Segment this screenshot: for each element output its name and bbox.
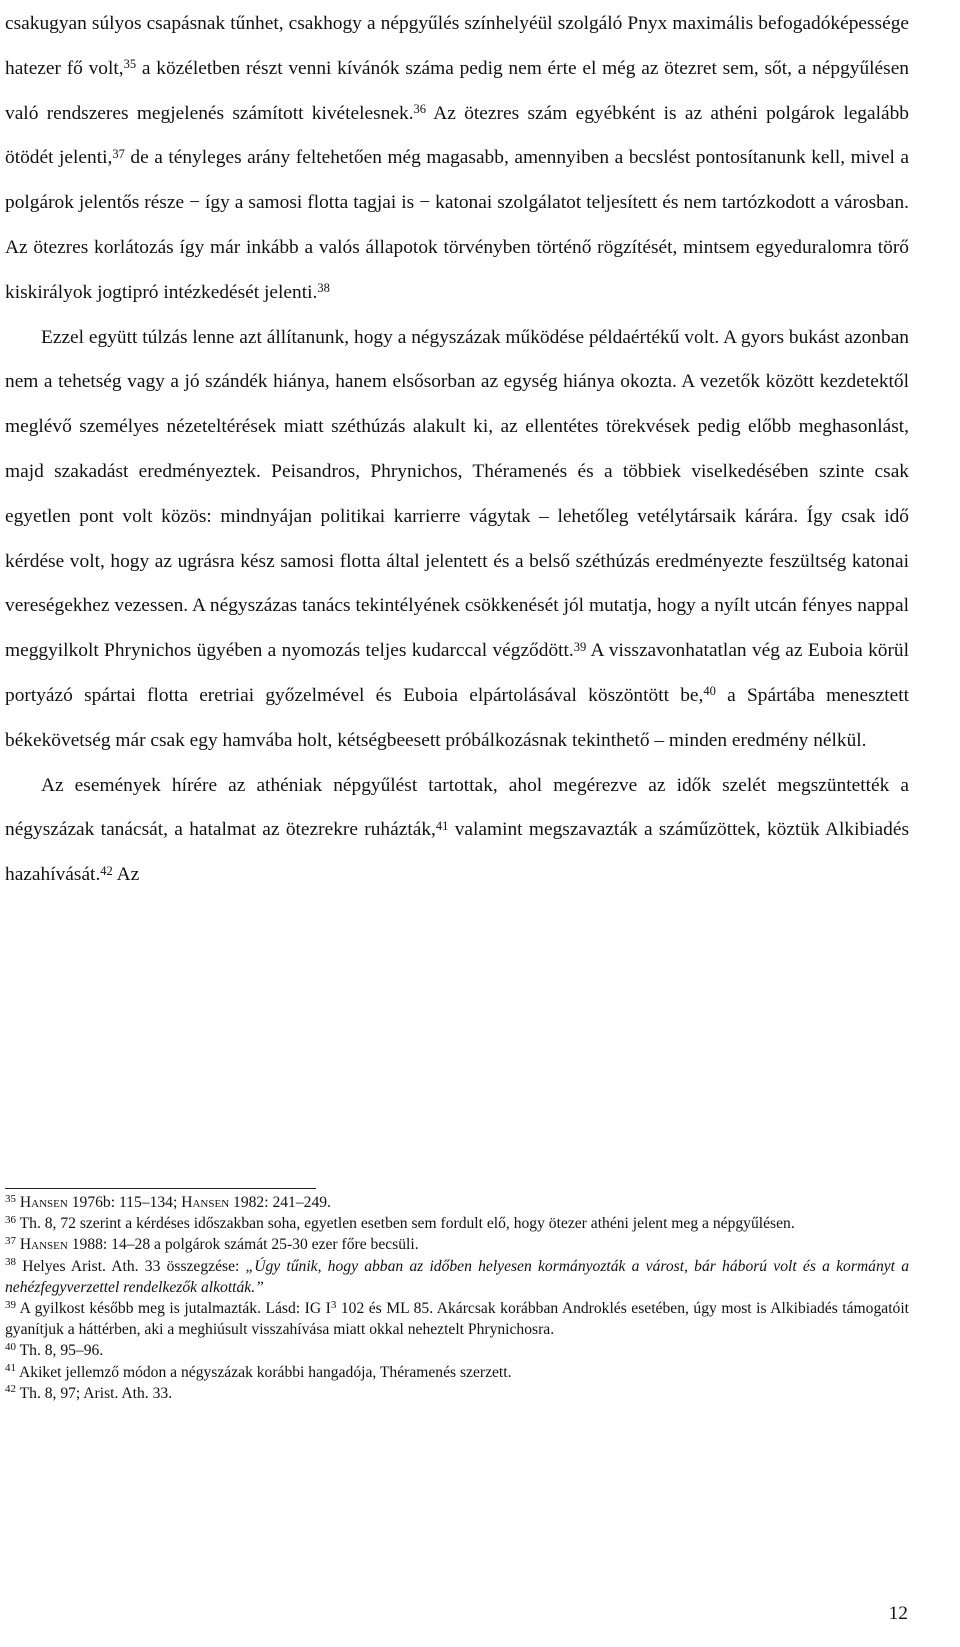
text-span: valamint megszavazták a száműzöttek, köztük Alkibiadés hazahívását. [5, 819, 910, 886]
text-span: A visszavonhatatlan vég az Euboia körül portyázó spártai flotta eretriai győzelmével és Euboia elpártolásával köszöntött be, [5, 640, 909, 706]
footnote-36 [5, 1213, 909, 1234]
text-span: Th. 8, 72 szerint a kérdéses időszakban soha, egyetlen esetben sem fordult elő, hogy ötezer athéni jelent meg a népgyűlésen. [16, 1215, 795, 1233]
footnote-ref-40[interactable]: 40 [703, 684, 716, 699]
footnote-40 [5, 1340, 909, 1361]
footnote-38 [5, 1256, 909, 1298]
paragraph-1 [5, 2, 909, 316]
footnote-number: 40 [5, 1340, 16, 1353]
text-span: Th. 8, 95–96. [16, 1342, 104, 1360]
text-span: Akiket jellemző módon a négyszázak korábbi hangadója, Théramenés szerzett. [16, 1363, 512, 1381]
footnote-ref-37[interactable]: 37 [112, 146, 125, 161]
text-span: Ezzel együtt túlzás lenne azt állítanunk, hogy a négyszázak működése példaértékű volt. A gyors bukást azonban nem a tehetség vagy a jó szándék hiánya, hanem elsősorban az egység hiánya okozta. A vezetők között kezdetektől meglévő személyes nézeteltérések miatt széthúzás alakult ki, az ellentétes törekvések pedig előbb meghasonlást, majd szakadást eredményeztek. Peisandros, Phrynichos, Théramenés és a többiek viselkedésében szinte csak egyetlen pont volt közös: mindnyájan politikai karrierre vágytak – lehetőleg vetélytársaik kárára. Így csak idő kérdése volt, hogy az ugrásra kész samosi flotta által jelentett és a belső széthúzás eredményezte feszültség katonai vereségekhez vezessen. A négyszázas tanács tekintélyének csökkenését jól mutatja, hogy a nyílt utcán fényes nappal meggyilkolt Phrynichos ügyében a nyomozás teljes kudarccal végződött. [5, 326, 909, 662]
main-text [5, 2, 909, 898]
footnote-ref-41[interactable]: 41 [435, 818, 449, 833]
footnote-42 [5, 1383, 909, 1404]
page-number: 12 [888, 1603, 908, 1624]
footnote-39 [5, 1298, 909, 1340]
text-span: 1988: 14–28 a polgárok számát 25-30 ezer főre becsüli. [67, 1236, 419, 1254]
footnote-37 [5, 1234, 909, 1255]
text-span: a közéletben részt venni kívánók száma pedig nem érte el még az ötezret sem, sőt, a népgyűlésen való rendszeres megjelenés számított kivételesnek. [5, 57, 909, 124]
footnote-number: 41 [5, 1362, 16, 1375]
text-span: A gyilkost később meg is jutalmazták. Lásd: IG I [16, 1300, 331, 1318]
footnote-number: 36 [5, 1213, 16, 1226]
footnote-number: 39 [5, 1298, 16, 1311]
footnote-number: 35 [5, 1192, 16, 1205]
paragraph-2 [5, 316, 909, 764]
text-span: 1982: 241–249. [229, 1194, 331, 1211]
text-span: Az események hírére az athéniak népgyűlést tartottak, ahol megérezve az idők szelét megszüntették a négyszázak tanácsát, a hatalmat az ötezrekre ruházták, [5, 774, 909, 841]
footnote-number: 42 [5, 1383, 16, 1396]
footnote-number: 37 [5, 1234, 16, 1247]
text-span: a Spártába menesztett békekövetség már csak egy hamvába holt, kétségbeesett próbálkozásnak tekinthető – minden eredmény nélkül. [5, 684, 909, 751]
footnote-ref-35[interactable]: 35 [123, 57, 137, 72]
text-span: Az ötezres szám egyébként is az athéni polgárok legalább ötödét jelenti, [5, 102, 909, 169]
footnote-ref-38[interactable]: 38 [317, 281, 330, 296]
author-name: Hansen [19, 1236, 68, 1254]
superscript: 3 [330, 1298, 337, 1311]
text-span: de a tényleges arány feltehetően még magasabb, amennyiben a becslést pontosítanunk kell, mivel a polgárok jelentős része − így a samosi flotta tagjai is − katonai szolgálatot teljesített és nem tartózkodott a városban. Az ötezres korlátozás így már inkább a valós állapotok törvényben történő rögzítését, mintsem egyeduralomra törő kiskirályok jogtipró intézkedését jelenti. [5, 147, 909, 303]
footnote-number: 38 [5, 1256, 16, 1269]
footnote-41 [5, 1362, 909, 1383]
text-span: Helyes Arist. Ath. 33 összegzése: [16, 1257, 246, 1275]
text-span: Th. 8, 97; Arist. Ath. 33. [16, 1384, 173, 1402]
author-name: Hansen [19, 1194, 68, 1211]
author-name: Hansen [181, 1194, 230, 1211]
footnote-separator [5, 1188, 316, 1189]
text-span: Az [112, 864, 140, 886]
footnote-ref-36[interactable]: 36 [413, 101, 427, 116]
footnote-ref-42[interactable]: 42 [100, 863, 113, 878]
text-span: 1976b: 115–134; [67, 1194, 182, 1211]
quotation: „Úgy tűnik, hogy abban az időben helyesen kormányozták a várost, bár háború volt és a kormányt a nehézfegyverzettel rendelkezők alkották.” [5, 1257, 909, 1296]
text-span: 102 és ML 85. Akárcsak korábban Androklés esetében, úgy most is Alkibiadés támogatóit gyanítjuk a háttérben, aki a meghiúsult visszahívása miatt okkal neheztelt Phrynichosra. [5, 1300, 909, 1339]
paragraph-3 [5, 764, 909, 898]
footnote-ref-39[interactable]: 39 [573, 639, 587, 654]
footnote-35 [5, 1192, 909, 1213]
text-span: csakugyan súlyos csapásnak tűnhet, csakhogy a népgyűlés színhelyéül szolgáló Pnyx maximális befogadóképessége hatezer fő volt, [5, 13, 909, 79]
footnotes [5, 1192, 909, 1404]
